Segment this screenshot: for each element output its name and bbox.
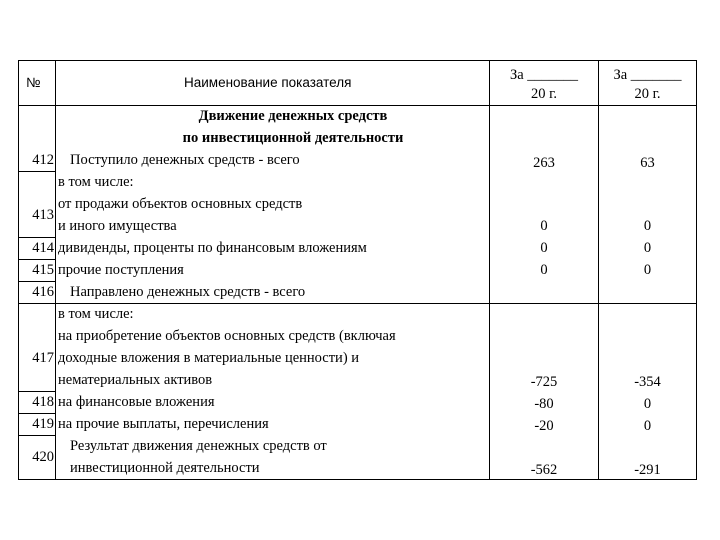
cash-flow-table	[18, 60, 697, 480]
row-label: Направлено денежных средств - всего	[70, 284, 306, 300]
period1-value: 263	[533, 155, 555, 171]
period2-value: 0	[643, 218, 652, 234]
header-indicator-name: Наименование показателя	[184, 75, 352, 90]
column-divider	[55, 60, 56, 480]
period2-value: 0	[643, 396, 652, 412]
period2-value: -291	[634, 462, 661, 478]
row-code: 412	[32, 152, 54, 168]
section-title: Движение денежных средств	[198, 108, 388, 124]
period1-value: 0	[540, 262, 548, 278]
period1-value: -80	[534, 396, 554, 412]
row-code: 415	[32, 262, 54, 278]
row-label: инвестиционной деятельности	[70, 460, 260, 476]
period1-value: 0	[540, 218, 548, 234]
row-label: нематериальных активов	[58, 372, 213, 388]
period1-value: -20	[534, 418, 554, 434]
row-code: 420	[32, 449, 54, 465]
row-label: доходные вложения в материальные ценности) и	[58, 350, 360, 366]
section-title: по инвестиционной деятельности	[182, 130, 404, 146]
row-code: 418	[32, 394, 54, 410]
row-label: в том числе:	[58, 174, 134, 190]
header-period2-bottom: 20 г.	[634, 86, 661, 102]
row-code: 416	[32, 284, 54, 300]
row-label: на прочие выплаты, перечисления	[58, 416, 269, 432]
row-divider	[18, 171, 55, 172]
row-label: дивиденды, проценты по финансовым вложениям	[58, 240, 367, 256]
row-label: Результат движения денежных средств от	[70, 438, 327, 454]
row-label: на финансовые вложения	[58, 394, 215, 410]
header-period1-top: За _______	[509, 67, 579, 83]
header-period2-top: За _______	[613, 67, 682, 83]
period2-value: 0	[643, 418, 652, 434]
row-code: 417	[32, 350, 54, 366]
row-label: в том числе:	[58, 306, 134, 322]
period2-value: -354	[634, 374, 661, 390]
header-number: №	[26, 75, 41, 90]
table-border-right	[696, 60, 697, 480]
row-label: и иного имущества	[58, 218, 177, 234]
row-label: прочие поступления	[58, 262, 184, 278]
row-label: на приобретение объектов основных средств (включая	[58, 328, 396, 344]
row-code: 414	[32, 240, 54, 256]
period2-value: 0	[643, 262, 652, 278]
header-period1-bottom: 20 г.	[530, 86, 558, 102]
row-divider	[18, 435, 55, 436]
period1-value: -725	[530, 374, 558, 390]
row-label: Поступило денежных средств - всего	[70, 152, 300, 168]
row-code: 419	[32, 416, 54, 432]
row-code: 413	[32, 207, 54, 223]
period2-value: 63	[640, 155, 655, 171]
period1-value: 0	[540, 240, 548, 256]
table-border-top	[18, 60, 697, 61]
period2-value: 0	[643, 240, 652, 256]
row-label: от продажи объектов основных средств	[58, 196, 303, 212]
period1-value: -562	[530, 462, 558, 478]
